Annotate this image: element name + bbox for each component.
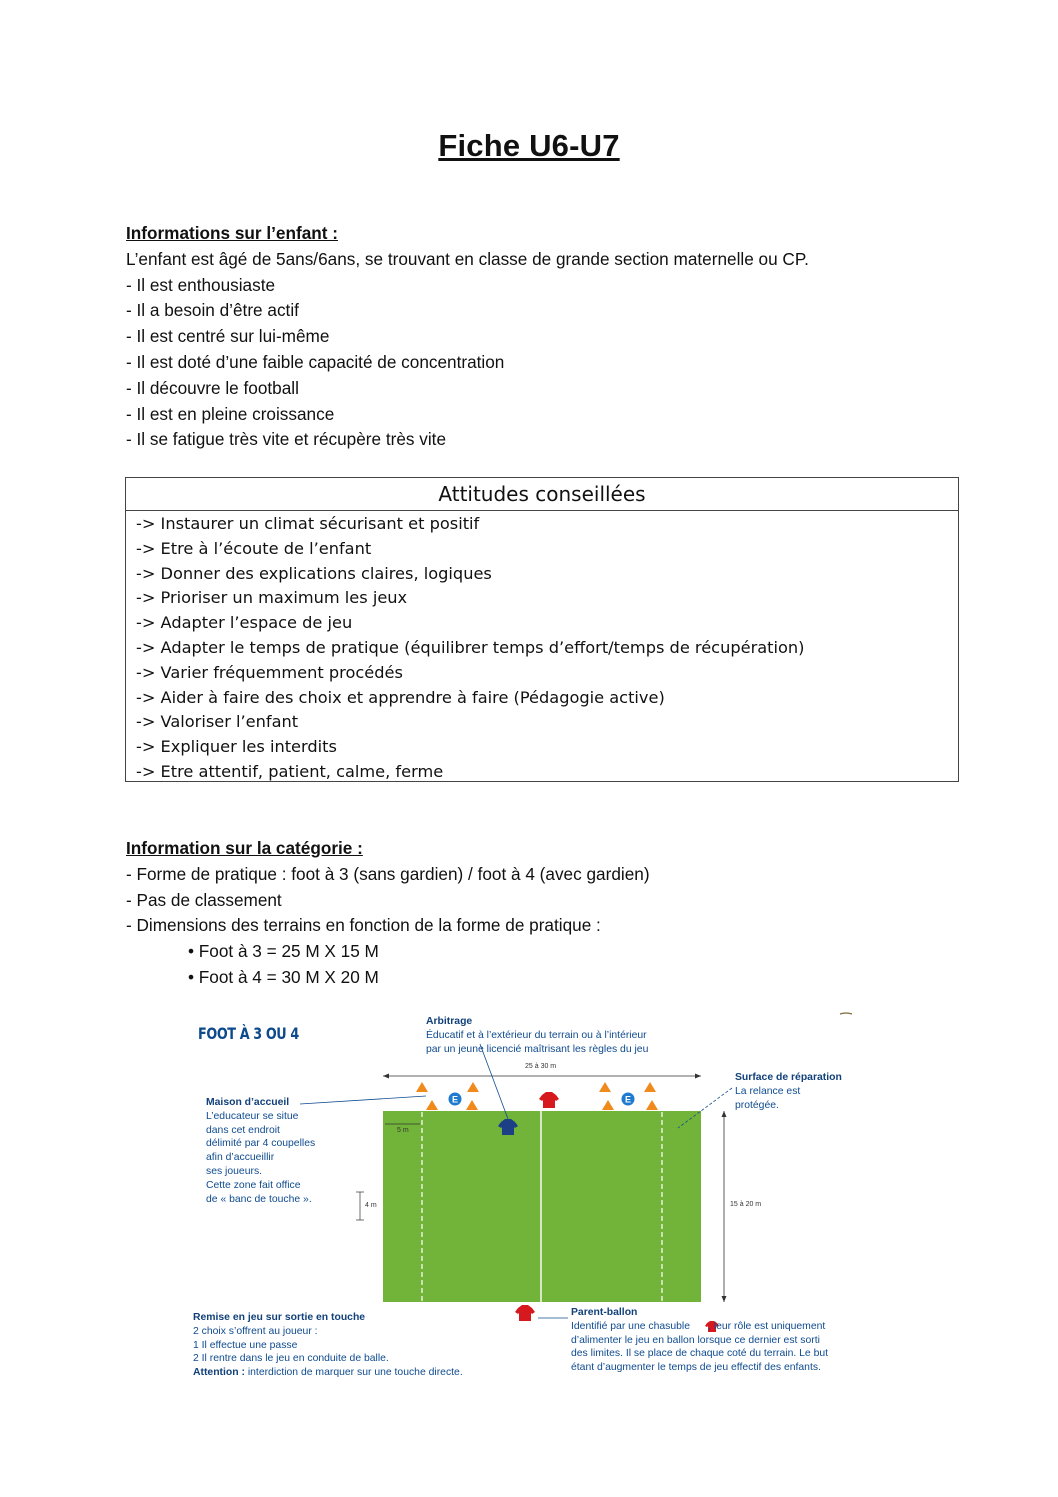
page-title: Fiche U6-U7 [438, 128, 620, 163]
arbitrage-heading: Arbitrage [426, 1016, 473, 1027]
length-dimension-label: 25 à 30 m [525, 1063, 557, 1070]
cone-icon [466, 1100, 478, 1110]
remise-note [193, 1311, 463, 1380]
child-info-section [126, 221, 966, 453]
parent-heading: Parent-ballon [571, 1307, 638, 1318]
attitude-item: -> Prioriser un maximum les jeux [136, 588, 408, 608]
cone-icon [599, 1082, 611, 1092]
attitudes-list [126, 511, 958, 785]
category-info-line: - Dimensions des terrains en fonction de la forme de pratique : [126, 915, 601, 936]
maison-line: dans cet endroit [206, 1124, 280, 1136]
pitch-diagram [190, 1000, 870, 1390]
area-depth-label: 5 m [397, 1127, 409, 1134]
diagram-title: FOOT À 3 OU 4 [198, 1024, 299, 1043]
maison-heading: Maison d’accueil [206, 1097, 290, 1108]
red-shirt-icon [515, 1305, 535, 1321]
parent-line: des limites. Il se place de chaque coté du terrain. Le but [571, 1348, 829, 1360]
field-dimension-line: • Foot à 4 = 30 M X 20 M [188, 966, 379, 987]
parent-line-end: , leur rôle est uniquement [708, 1320, 826, 1332]
remise-line: 1 Il effectue une passe [193, 1339, 298, 1351]
parent-line: d’alimenter le jeu en ballon lorsque ce dernier est sorti [571, 1334, 820, 1346]
attitude-item: -> Valoriser l’enfant [136, 712, 299, 732]
child-info-line: - Il a besoin d’être actif [126, 300, 299, 321]
attitudes-table [125, 477, 959, 782]
parent-note [571, 1306, 828, 1375]
attitude-item: -> Instaurer un climat sécurisant et positif [136, 514, 480, 533]
parent-line-start: Identifié par une chasuble [571, 1320, 691, 1332]
maison-line: de « banc de touche ». [206, 1193, 312, 1205]
parent-line: étant d’augmenter le temps de jeu effectif des enfants. [571, 1362, 821, 1374]
surface-line: protégée. [735, 1099, 779, 1111]
child-info-line: - Il découvre le football [126, 377, 299, 398]
arbitrage-line: Éducatif et à l’extérieur du terrain ou à l’intérieur [426, 1029, 647, 1041]
remise-attention [193, 1366, 463, 1380]
maison-line: Cette zone fait office [206, 1179, 301, 1191]
cone-icon [426, 1100, 438, 1110]
red-shirt-icon [539, 1092, 559, 1108]
surface-heading: Surface de réparation [735, 1072, 842, 1083]
attitude-item: -> Expliquer les interdits [136, 737, 337, 757]
pitch-surface [383, 1111, 701, 1302]
attitude-item: -> Aider à faire des choix et apprendre à faire (Pédagogie active) [136, 687, 665, 707]
category-info-heading: Information sur la catégorie : [126, 838, 363, 858]
maison-line: ses joueurs. [206, 1165, 263, 1177]
cone-icon [467, 1082, 479, 1092]
remise-line: 2 choix s’offrent au joueur : [193, 1325, 318, 1337]
category-info-line: - Pas de classement [126, 889, 282, 910]
stray-mark [840, 1013, 852, 1014]
maison-line: L’educateur se situe [206, 1110, 299, 1122]
child-info-line: - Il est doté d’une faible capacité de concentration [126, 351, 505, 372]
attitudes-title: Attitudes conseillées [126, 478, 958, 511]
child-info-line: - Il est en pleine croissance [126, 403, 335, 424]
arrow-head [722, 1296, 727, 1302]
remise-heading: Remise en jeu sur sortie en touche [193, 1312, 366, 1323]
arrow-head [695, 1074, 701, 1079]
child-info-line: L’enfant est âgé de 5ans/6ans, se trouvant en classe de grande section maternelle ou CP. [126, 248, 809, 269]
educator-letter: E [624, 1094, 632, 1105]
remise-line: 2 Il rentre dans le jeu en conduite de balle. [193, 1353, 389, 1365]
gap-dimension-label: 4 m [365, 1202, 377, 1209]
arbitrage-line: par un jeune licencié maîtrisant les règles du jeu [426, 1043, 649, 1055]
cone-icon [602, 1100, 614, 1110]
child-info-line: - Il se fatigue très vite et récupère très vite [126, 429, 447, 450]
category-info-section [126, 836, 966, 991]
maison-leader-line [300, 1096, 426, 1104]
attitude-item: -> Etre attentif, patient, calme, ferme [136, 761, 444, 781]
arrow-head [383, 1074, 389, 1079]
surface-line: La relance est [735, 1085, 801, 1097]
width-dimension-label: 15 à 20 m [730, 1201, 762, 1208]
cone-icon [644, 1082, 656, 1092]
child-info-line: - Il est centré sur lui-même [126, 326, 330, 347]
educator-letter: E [451, 1094, 459, 1105]
attitude-item: -> Donner des explications claires, logiques [136, 563, 492, 583]
attitude-item: -> Adapter l’espace de jeu [136, 613, 353, 633]
field-dimension-line: • Foot à 3 = 25 M X 15 M [188, 941, 379, 962]
cone-icon [416, 1082, 428, 1092]
maison-line: délimité par 4 coupelles [206, 1138, 316, 1150]
child-info-line: - Il est enthousiaste [126, 274, 276, 295]
child-info-heading: Informations sur l’enfant : [126, 223, 338, 243]
attitude-item: -> Varier fréquemment procédés [136, 662, 403, 682]
attention-text: interdiction de marquer sur une touche directe. [244, 1367, 463, 1379]
attitude-item: -> Adapter le temps de pratique (équilibrer temps d’effort/temps de récupération) [136, 637, 805, 657]
maison-note [206, 1096, 315, 1206]
maison-line: afin d’accueillir [206, 1152, 275, 1164]
attitude-item: -> Etre à l’écoute de l’enfant [136, 538, 372, 558]
cone-icon [646, 1100, 658, 1110]
category-info-line: - Forme de pratique : foot à 3 (sans gardien) / foot à 4 (avec gardien) [126, 863, 650, 884]
parent-line [571, 1320, 828, 1334]
surface-note [735, 1071, 842, 1112]
arrow-head [722, 1111, 727, 1117]
attention-label: Attention : [193, 1367, 245, 1379]
arbitrage-note [426, 1015, 648, 1056]
